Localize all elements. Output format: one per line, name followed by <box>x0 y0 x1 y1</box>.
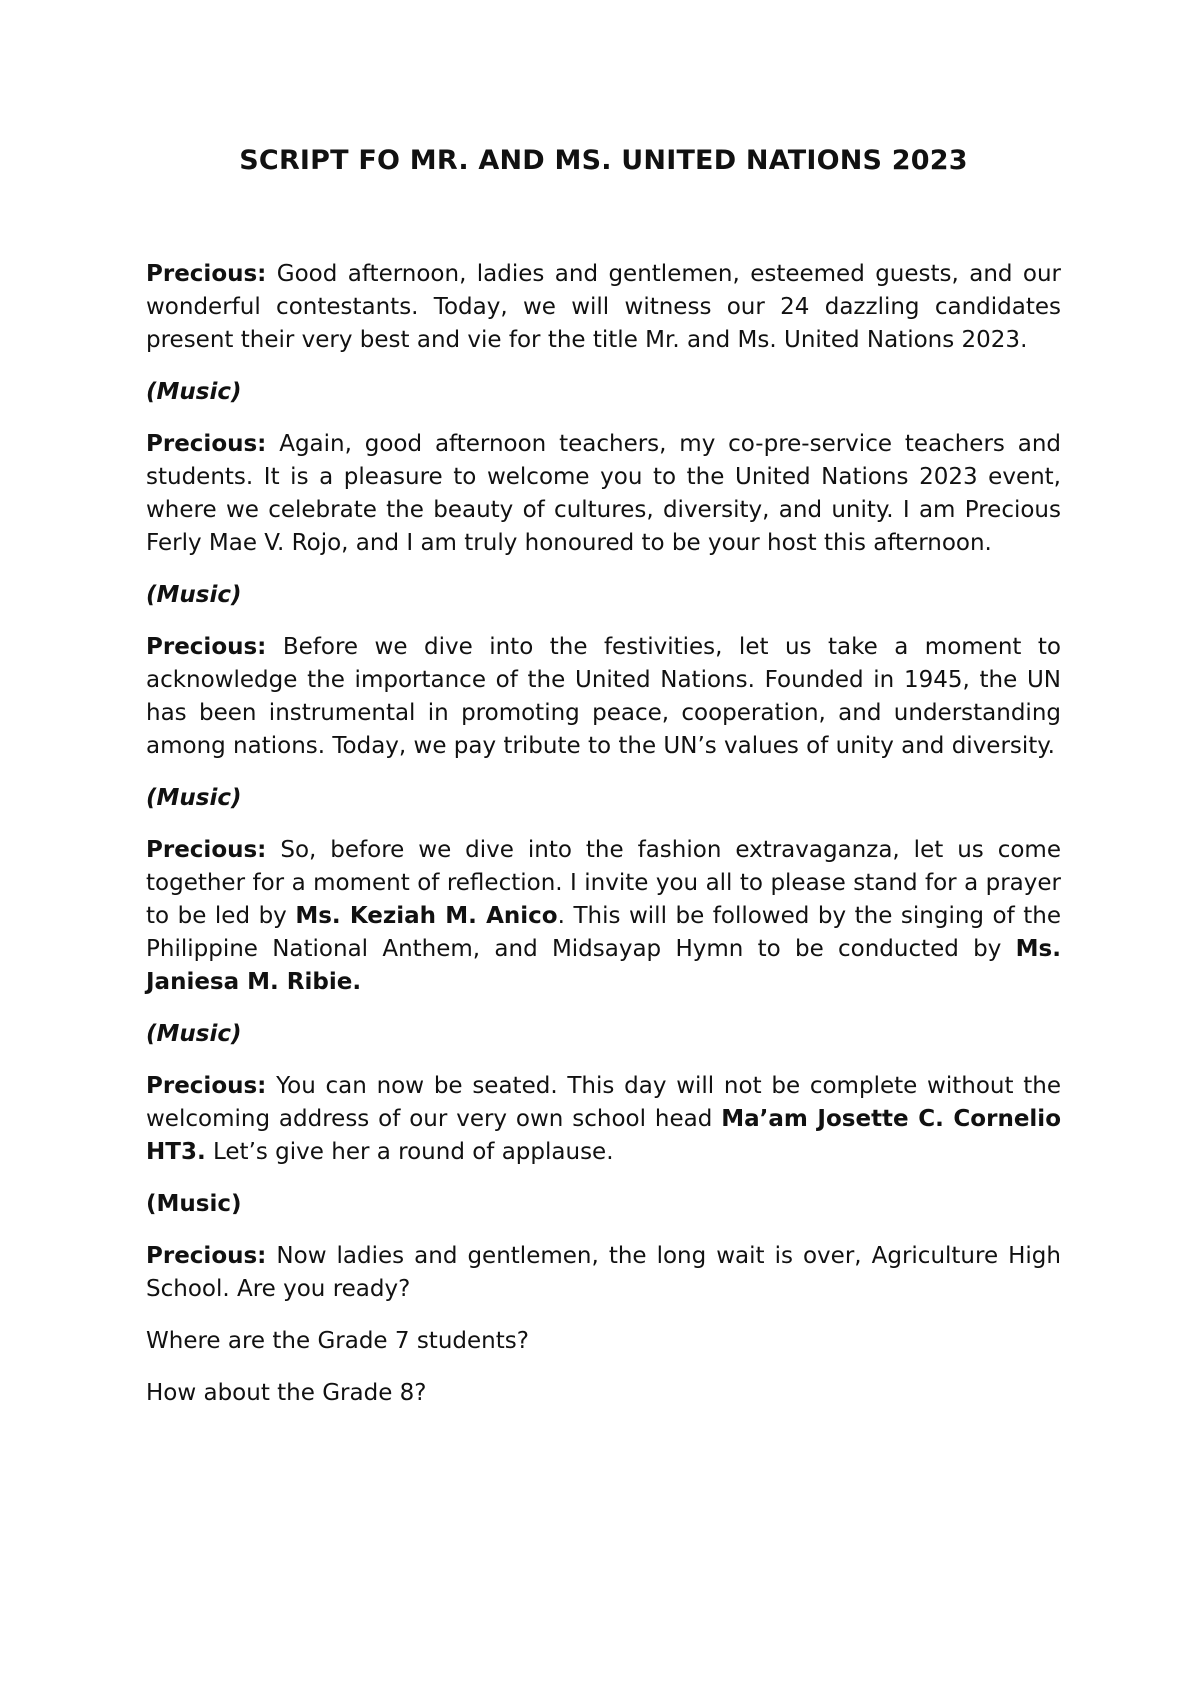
paragraph-text: Again, good afternoon teachers, my co-pre-service teachers and students. It is a pleasure to welcome you to the United Nations 2023 event, where we celebrate the beauty of cultures, diversity, and unity. I am Precious Ferly Mae V. Rojo, and I am truly honoured to be your host this afternoon. <box>146 431 1061 556</box>
script-paragraph <box>146 631 1061 763</box>
script-paragraph <box>146 834 1061 999</box>
script-body <box>146 258 1061 1429</box>
music-cue <box>146 782 1061 815</box>
music-cue-label: (Music) <box>146 1191 242 1217</box>
music-cue-label: (Music) <box>146 379 242 405</box>
script-line <box>146 1377 1061 1410</box>
person-name: Ms. Janiesa M. Ribie. <box>146 936 1061 995</box>
speaker-label: Precious: <box>146 837 267 863</box>
script-paragraph <box>146 1240 1061 1306</box>
document-title: SCRIPT FO MR. AND MS. UNITED NATIONS 2023 <box>239 145 968 176</box>
music-cue-label: (Music) <box>146 785 242 811</box>
paragraph-text: So, before we dive into the fashion extravaganza, let us come together for a moment of reflection. I invite you all to please stand for a prayer to be led by <box>146 837 1061 929</box>
script-paragraph <box>146 1070 1061 1169</box>
person-name: Ma’am Josette C. Cornelio HT3. <box>146 1106 1061 1165</box>
paragraph-text: Before we dive into the festivities, let us take a moment to acknowledge the importance of the United Nations. Founded in 1945, the UN has been instrumental in promoting peace, cooperation, and understanding among nations. Today, we pay tribute to the UN’s values of unity and diversity. <box>146 634 1061 759</box>
music-cue <box>146 376 1061 409</box>
music-cue <box>146 1018 1061 1051</box>
speaker-label: Precious: <box>146 1243 267 1269</box>
person-name: Ms. Keziah M. Anico <box>295 903 558 929</box>
paragraph-text: How about the Grade 8? <box>146 1380 427 1406</box>
music-cue <box>146 579 1061 612</box>
speaker-label: Precious: <box>146 634 267 660</box>
music-cue-label: (Music) <box>146 1021 242 1047</box>
paragraph-text: You can now be seated. This day will not be complete without the welcoming address of our very own school head <box>146 1073 1061 1132</box>
paragraph-text: Where are the Grade 7 students? <box>146 1328 529 1354</box>
paragraph-text: Let’s give her a round of applause. <box>205 1139 614 1165</box>
paragraph-text: Good afternoon, ladies and gentlemen, esteemed guests, and our wonderful contestants. Today, we will witness our 24 dazzling candidates present their very best and vie for the title Mr. and Ms. United Nations 2023. <box>146 261 1061 353</box>
music-cue <box>146 1188 1061 1221</box>
paragraph-text: Now ladies and gentlemen, the long wait is over, Agriculture High School. Are you ready? <box>146 1243 1061 1302</box>
speaker-label: Precious: <box>146 431 267 457</box>
script-paragraph <box>146 428 1061 560</box>
script-line <box>146 1325 1061 1358</box>
script-paragraph <box>146 258 1061 357</box>
speaker-label: Precious: <box>146 1073 267 1099</box>
music-cue-label: (Music) <box>146 582 242 608</box>
paragraph-text: . This will be followed by the singing of the Philippine National Anthem, and Midsayap Hymn to be conducted by <box>146 903 1061 962</box>
speaker-label: Precious: <box>146 261 267 287</box>
